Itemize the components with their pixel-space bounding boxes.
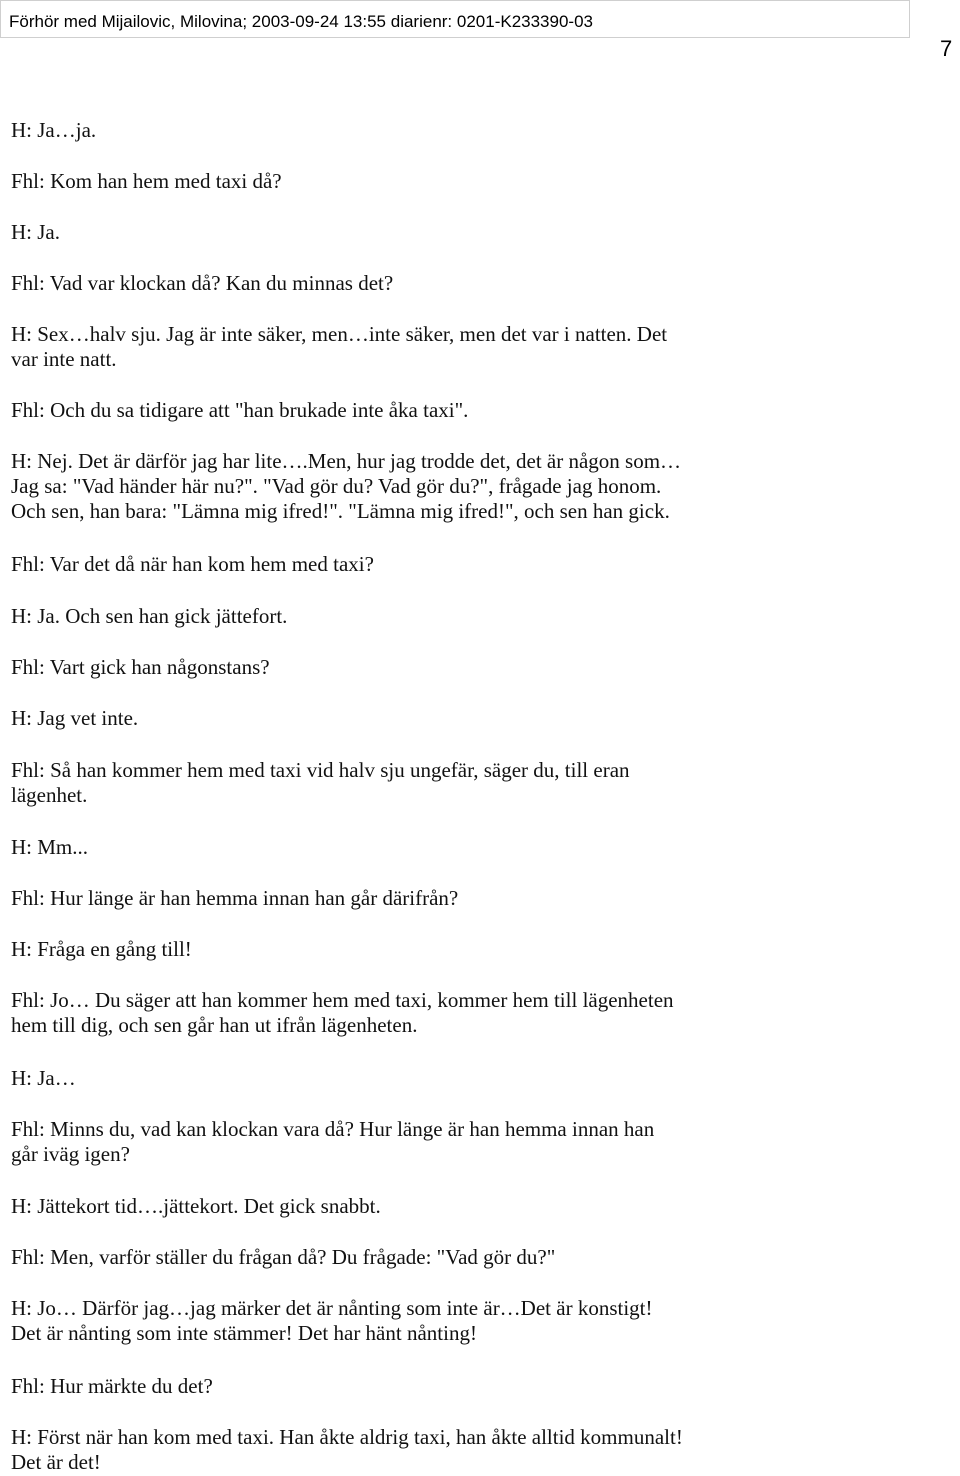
transcript-line: H: Jättekort tid….jättekort. Det gick snabbt. [11, 1194, 381, 1218]
transcript-line: H: Först när han kom med taxi. Han åkte aldrig taxi, han åkte alltid kommunalt! [11, 1425, 683, 1449]
transcript-line: H: Fråga en gång till! [11, 937, 192, 961]
transcript-line: H: Jag vet inte. [11, 706, 139, 730]
transcript-line: H: Mm... [11, 835, 89, 859]
transcript-line: Det är nånting som inte stämmer! Det har hänt nånting! [11, 1321, 477, 1345]
transcript-line: Fhl: Hur länge är han hemma innan han går därifrån? [11, 886, 459, 910]
transcript-line: var inte natt. [11, 347, 117, 371]
transcript-line: Fhl: Minns du, vad kan klockan vara då? Hur länge är han hemma innan han [11, 1117, 655, 1141]
transcript-line: H: Ja. [11, 220, 60, 244]
transcript-line: Fhl: Och du sa tidigare att "han brukade inte åka taxi". [11, 398, 469, 422]
header-title: Förhör med Mijailovic, Milovina; 2003-09-24 13:55 diarienr: 0201-K233390-03 [9, 12, 593, 31]
transcript-line: H: Jo… Därför jag…jag märker det är nånting som inte är…Det är konstigt! [11, 1296, 653, 1320]
transcript-line: Fhl: Kom han hem med taxi då? [11, 169, 282, 193]
transcript-line: Jag sa: "Vad händer här nu?". "Vad gör du? Vad gör du?", frågade jag honom. [11, 474, 662, 498]
transcript-line: Fhl: Var det då när han kom hem med taxi? [11, 552, 374, 576]
transcript-line: Fhl: Så han kommer hem med taxi vid halv sju ungefär, säger du, till eran [11, 758, 630, 782]
transcript-line: Fhl: Vart gick han någonstans? [11, 655, 270, 679]
transcript-line: hem till dig, och sen går han ut ifrån lägenheten. [11, 1013, 418, 1037]
transcript-line: H: Ja…ja. [11, 118, 97, 142]
document-header [0, 0, 910, 38]
transcript-line: Fhl: Vad var klockan då? Kan du minnas det? [11, 271, 394, 295]
page-number: 7 [940, 36, 953, 61]
transcript-line: Det är det! [11, 1450, 101, 1474]
transcript-line: Fhl: Men, varför ställer du frågan då? Du frågade: "Vad gör du?" [11, 1245, 556, 1269]
transcript-line: Och sen, han bara: "Lämna mig ifred!". "Lämna mig ifred!", och sen han gick. [11, 499, 670, 523]
transcript-line: Fhl: Jo… Du säger att han kommer hem med taxi, kommer hem till lägenheten [11, 988, 674, 1012]
transcript-line: H: Sex…halv sju. Jag är inte säker, men…inte säker, men det var i natten. Det [11, 322, 668, 346]
transcript-line: Fhl: Hur märkte du det? [11, 1374, 213, 1398]
transcript-line: H: Ja… [11, 1066, 76, 1090]
transcript-line: H: Ja. Och sen han gick jättefort. [11, 604, 288, 628]
transcript-line: lägenhet. [11, 783, 88, 807]
transcript-line: H: Nej. Det är därför jag har lite….Men, hur jag trodde det, det är någon som… [11, 449, 682, 473]
transcript-line: går iväg igen? [11, 1142, 130, 1166]
